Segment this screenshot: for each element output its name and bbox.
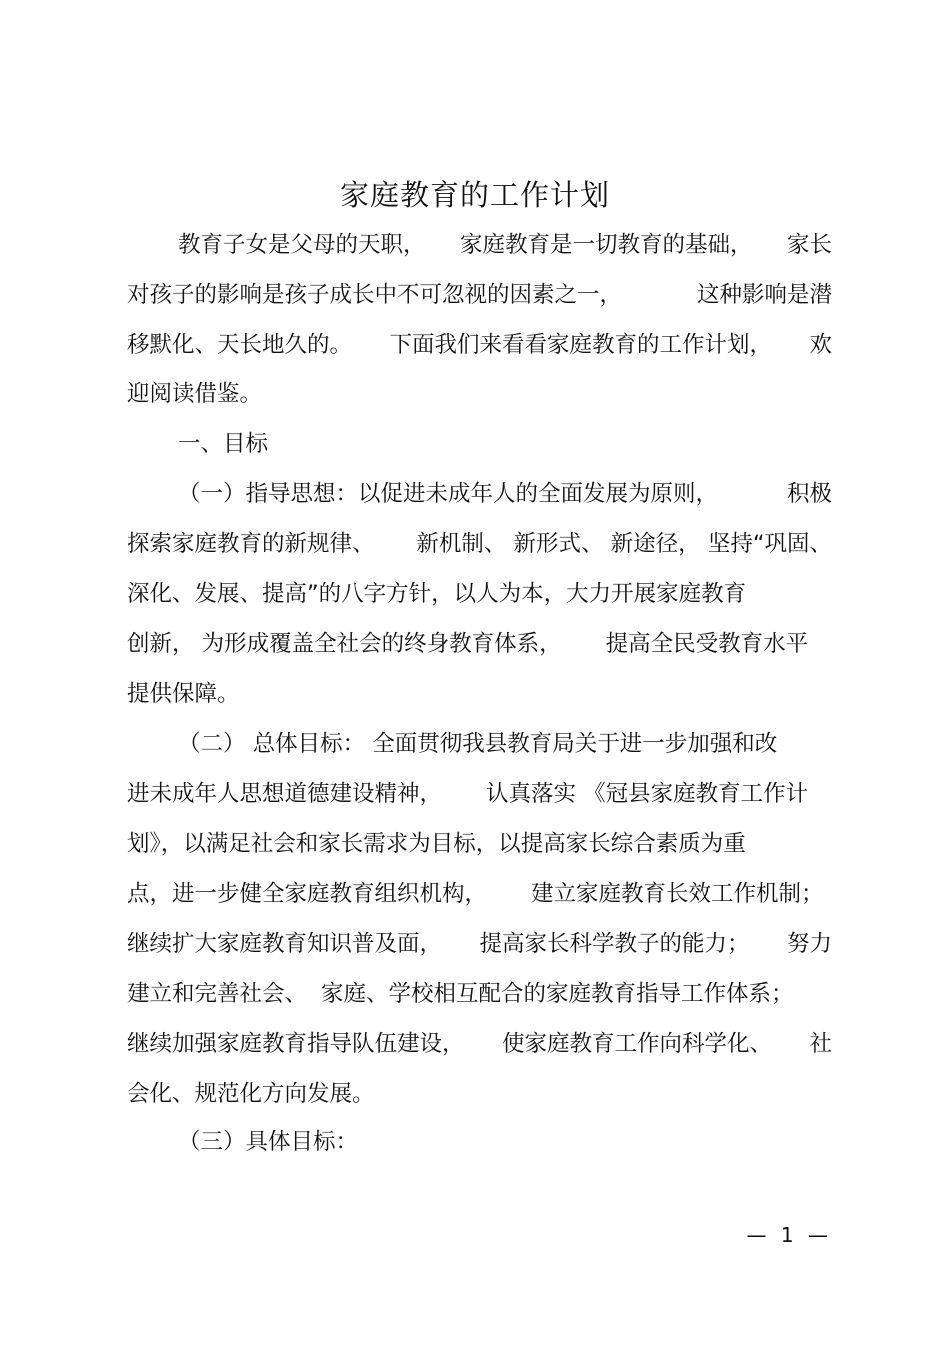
paragraph-line: 会化、规范化方向发展。 bbox=[127, 1081, 375, 1107]
section-heading: （三）具体目标： bbox=[178, 1129, 359, 1155]
paragraph-line bbox=[127, 1027, 832, 1061]
text-segment: 进未成年人思想道德建设精神， bbox=[127, 781, 443, 807]
paragraph-line bbox=[127, 877, 832, 911]
text-segment: 提高全民受教育水平 bbox=[605, 631, 809, 657]
text-segment: 使家庭教育工作向科学化、 bbox=[501, 1031, 772, 1057]
paragraph-line: 划》，以满足社会和家长需求为目标，以提高家长综合素质为重 bbox=[127, 831, 746, 857]
paragraph-line bbox=[127, 328, 832, 362]
text-segment: 继续加强家庭教育指导队伍建设， bbox=[127, 1031, 465, 1057]
text-segment: 社 bbox=[809, 1031, 832, 1057]
text-segment: 教育子女是父母的天职， bbox=[178, 232, 426, 258]
text-segment: 建立家庭教育长效工作机制； bbox=[531, 881, 824, 907]
paragraph-line bbox=[178, 228, 832, 262]
text-segment: 对孩子的影响是孩子成长中不可忽视的因素之一， bbox=[127, 282, 623, 308]
text-segment: 这种影响是潜 bbox=[696, 282, 832, 308]
text-segment: 创新， 为形成覆盖全社会的终身教育体系， bbox=[127, 631, 562, 657]
text-segment: （一）指导思想：以促进未成年人的全面发展为原则， bbox=[178, 481, 719, 507]
paragraph-line: 提供保障。 bbox=[127, 681, 240, 707]
text-segment: 建立和完善社会、 bbox=[127, 981, 308, 1007]
paragraph-line: 深化、发展、提高”的八字方针，以人为本，大力开展家庭教育 bbox=[127, 581, 747, 607]
paragraph-line: （二） 总体目标： 全面贯彻我县教育局关于进一步加强和改 bbox=[178, 731, 778, 757]
paragraph-line bbox=[127, 927, 832, 961]
text-segment: 新机制、 新形式、 新途径， 坚持“巩固、 bbox=[416, 531, 832, 557]
section-heading: 一、目标 bbox=[178, 431, 269, 457]
paragraph-line: 迎阅读借鉴。 bbox=[127, 381, 263, 407]
paragraph-line bbox=[178, 477, 832, 511]
text-segment: 积极 bbox=[786, 481, 832, 507]
text-segment: 家庭教育是一切教育的基础， bbox=[459, 232, 753, 258]
paragraph-line bbox=[127, 278, 832, 312]
paragraph-line bbox=[127, 627, 832, 661]
text-segment: 探索家庭教育的新规律、 bbox=[127, 531, 375, 557]
page-number: — 1 — bbox=[746, 1223, 832, 1247]
text-segment: 继续扩大家庭教育知识普及面， bbox=[127, 931, 443, 957]
text-segment: 家庭、学校相互配合的家庭教育指导工作体系； bbox=[321, 981, 794, 1007]
paragraph-line bbox=[127, 977, 832, 1011]
text-segment: 移默化、天长地久的。 bbox=[127, 332, 353, 358]
paragraph-line bbox=[127, 527, 832, 561]
text-segment: 下面我们来看看家庭教育的工作计划， bbox=[389, 332, 772, 358]
text-segment: 努力 bbox=[786, 931, 832, 957]
text-segment: 欢 bbox=[809, 332, 832, 358]
text-segment: 提高家长科学教子的能力； bbox=[479, 931, 750, 957]
text-segment: 点，进一步健全家庭教育组织机构， bbox=[127, 881, 488, 907]
text-segment: 家长 bbox=[786, 232, 832, 258]
paragraph-line bbox=[127, 777, 832, 811]
text-segment: 认真落实 《冠县家庭教育工作计 bbox=[486, 781, 809, 807]
document-title: 家庭教育的工作计划 bbox=[339, 178, 610, 212]
